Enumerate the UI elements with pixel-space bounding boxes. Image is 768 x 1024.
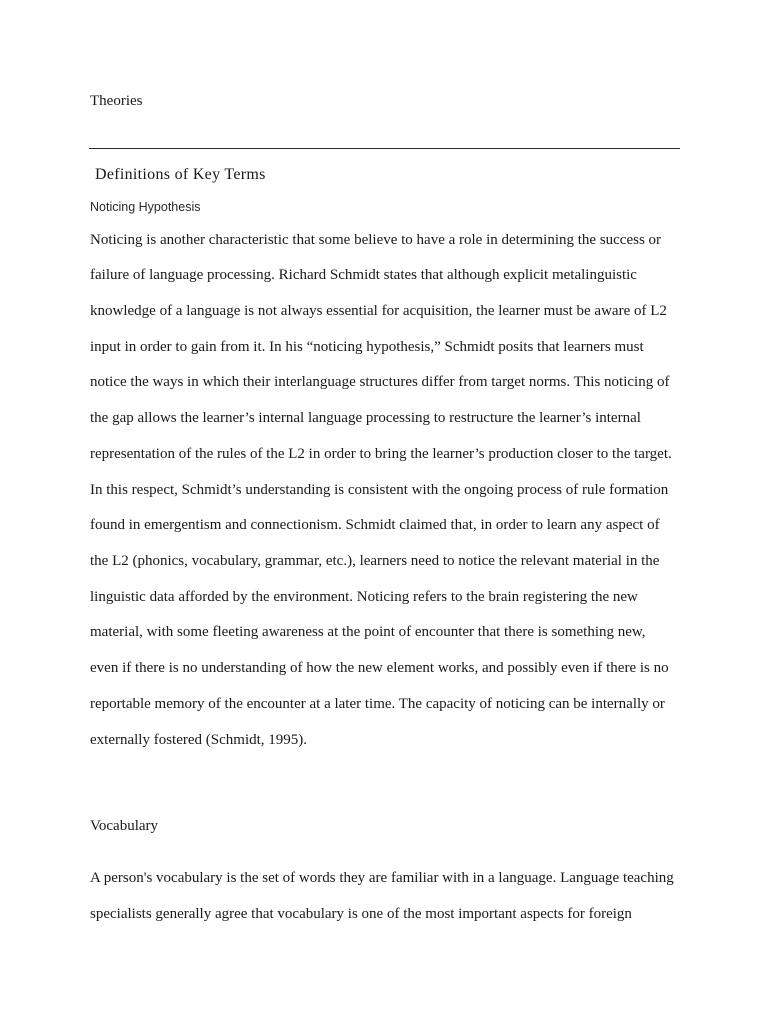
vocabulary-heading: Vocabulary: [90, 818, 159, 834]
paragraph-line: notice the ways in which their interlanguage structures differ from target norms. This noticing of: [90, 374, 670, 390]
paragraph-line: In this respect, Schmidt’s understanding is consistent with the ongoing process of rule formation: [90, 482, 669, 498]
horizontal-rule: [89, 148, 680, 149]
paragraph-line: failure of language processing. Richard Schmidt states that although explicit metalinguistic: [90, 267, 637, 283]
page-header-title: Theories: [90, 93, 143, 109]
paragraph-line: input in order to gain from it. In his “noticing hypothesis,” Schmidt posits that learners must: [90, 339, 644, 355]
paragraph-line: externally fostered (Schmidt, 1995).: [90, 732, 308, 748]
paragraph-line: the gap allows the learner’s internal language processing to restructure the learner’s internal: [90, 410, 641, 426]
subheading: Noticing Hypothesis: [90, 200, 201, 214]
paragraph-line: Noticing is another characteristic that some believe to have a role in determining the success or: [90, 232, 662, 248]
paragraph-line: linguistic data afforded by the environment. Noticing refers to the brain registering the new: [90, 589, 638, 605]
paragraph-line: even if there is no understanding of how the new element works, and possibly even if there is no: [90, 660, 669, 676]
paragraph-line: material, with some fleeting awareness at the point of encounter that there is something new,: [90, 624, 646, 640]
paragraph-line: knowledge of a language is not always essential for acquisition, the learner must be aware of L2: [90, 303, 667, 319]
paragraph-line: reportable memory of the encounter at a later time. The capacity of noticing can be internally or: [90, 696, 665, 712]
section-title: Definitions of Key Terms: [95, 166, 266, 183]
paragraph-line: found in emergentism and connectionism. Schmidt claimed that, in order to learn any aspect of: [90, 517, 660, 533]
paragraph-line: specialists generally agree that vocabulary is one of the most important aspects for foreign: [90, 906, 632, 922]
paragraph-line: A person's vocabulary is the set of words they are familiar with in a language. Language teaching: [90, 870, 674, 886]
paragraph-line: representation of the rules of the L2 in order to bring the learner’s production closer to the target.: [90, 446, 672, 462]
paragraph-line: the L2 (phonics, vocabulary, grammar, etc.), learners need to notice the relevant material in the: [90, 553, 660, 569]
